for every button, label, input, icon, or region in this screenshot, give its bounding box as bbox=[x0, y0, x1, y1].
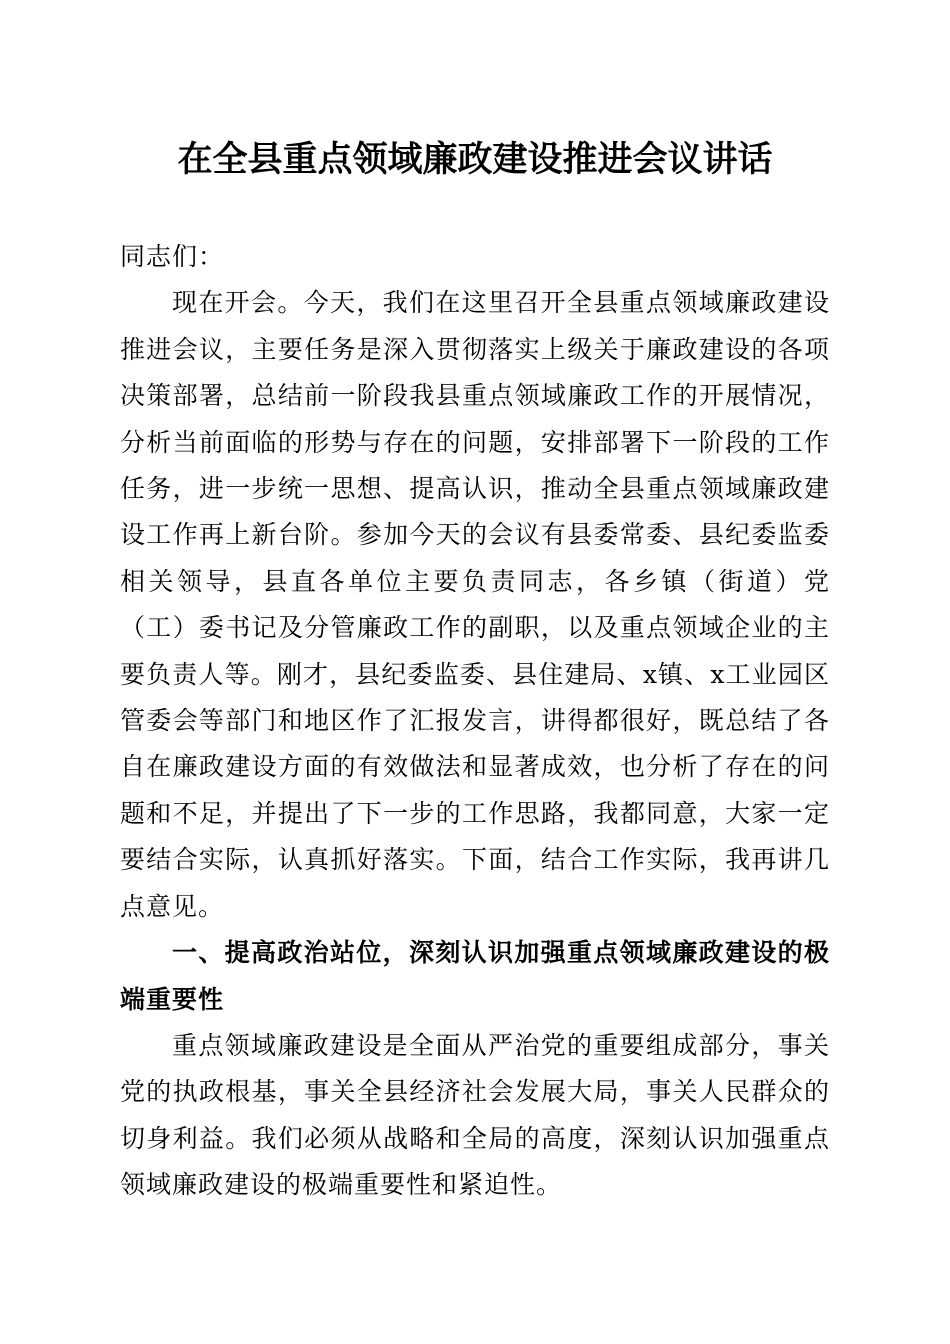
salutation: 同志们： bbox=[120, 242, 225, 271]
document-title: 在全县重点领域廉政建设推进会议讲话 bbox=[177, 139, 773, 180]
paragraph-section-1: 重点领域廉政建设是全面从严治党的重要组成部分，事关党的执政根基，事关全县经济社会发展大局，事关人民群众的切身利益。我们必须从战略和全局的高度，深刻认识加强重点领域廉政建设的极端重要性和紧迫性。 bbox=[120, 1030, 830, 1200]
section-heading-1: 一、提高政治站位，深刻认识加强重点领域廉政建设的极端重要性 bbox=[120, 938, 830, 1014]
paragraph-opening: 现在开会。今天，我们在这里召开全县重点领域廉政建设推进会议，主要任务是深入贯彻落实上级关于廉政建设的各项决策部署，总结前一阶段我县重点领域廉政工作的开展情况，分析当前面临的形势与存在的问题，安排部署下一阶段的工作任务，进一步统一思想、提高认识，推动全县重点领域廉政建设工作再上新台阶。参加今天的会议有县委常委、县纪委监委相关领导，县直各单位主要负责同志，各乡镇（街道）党（工）委书记及分管廉政工作的副职，以及重点领域企业的主要负责人等。刚才，县纪委监委、县住建局、x镇、x工业园区管委会等部门和地区作了汇报发言，讲得都很好，既总结了各自在廉政建设方面的有效做法和显著成效，也分析了存在的问题和不足，并提出了下一步的工作思路，我都同意，大家一定要结合实际，认真抓好落实。下面，结合工作实际，我再讲几点意见。 bbox=[120, 288, 830, 921]
document-body bbox=[120, 234, 830, 1209]
